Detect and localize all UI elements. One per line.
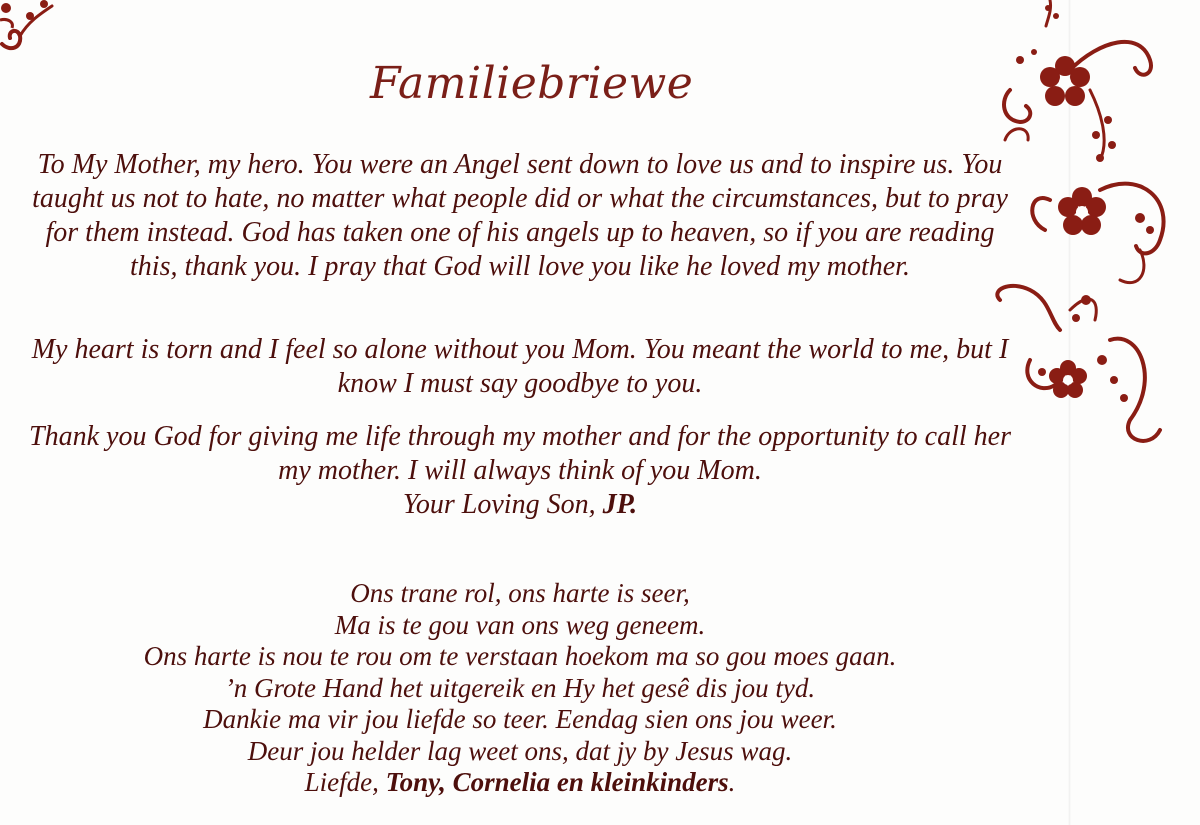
poem-signature: Tony, Cornelia en kleinkinders [385,767,729,797]
poem-end-punctuation: . [728,767,736,797]
poem-closing: Liefde, [304,767,379,797]
poem-line: Ma is te gou van ons weg geneem. [334,609,706,640]
poem-line: ’n Grote Hand het uitgereik en Hy het gesê dis jou tyd. [224,672,816,703]
poem-signoff [20,767,1020,799]
poem-line: Dankie ma vir jou liefde so teer. Eendag sien ons jou weer. [203,704,837,734]
letter-signature: JP. [602,489,638,520]
page-title: Familiebriewe [370,58,694,109]
letter-paragraph-3 [20,420,1020,522]
floral-swirl-icon [0,0,70,60]
letter-paragraph-3-text: Thank you God for giving me life through my mother and for the opportunity to call her my mother. I will always think of you Mom. [29,421,1011,486]
page-fold [1068,0,1071,825]
letter-closing: Your Loving Son, [402,489,596,520]
poem-line: Ons trane rol, ons harte is seer, [350,578,690,608]
poem [20,578,1020,799]
poem-line: Ons harte is nou te rou om te verstaan hoekom ma so gou moes gaan. [143,641,897,671]
letter-paragraph-1: To My Mother, my hero. You were an Angel sent down to love us and to inspire us. You taught us not to hate, no matter what people did or what the circumstances, but to pray for them instead. God has taken one of his angels up to heaven, so if you are reading this, thank you. I pray that God will love you like he loved my mother. [32,149,1008,282]
poem-line: Deur jou helder lag weet ons, dat jy by Jesus wag. [247,735,793,766]
letter-paragraph-2: My heart is torn and I feel so alone without you Mom. You meant the world to me, but I know I must say goodbye to you. [31,334,1009,399]
